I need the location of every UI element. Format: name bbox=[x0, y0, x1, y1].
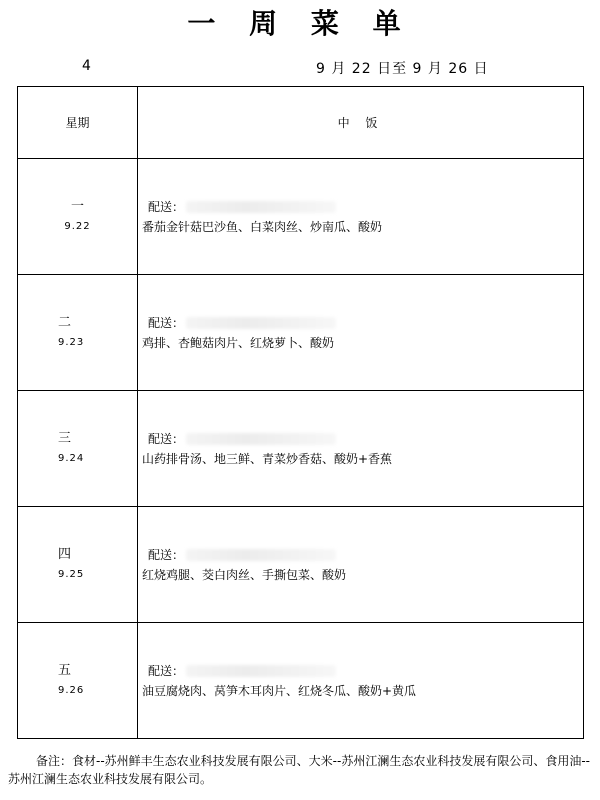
day-name: 一 bbox=[70, 198, 84, 214]
day-cell bbox=[18, 507, 138, 623]
date-range: 9 月 22 日至 9 月 26 日 bbox=[316, 61, 489, 77]
redacted-supplier bbox=[186, 317, 336, 329]
page-title: 一 周 菜 单 bbox=[187, 7, 413, 40]
day-name: 四 bbox=[58, 546, 72, 562]
table-row bbox=[18, 391, 584, 507]
redacted-supplier bbox=[186, 665, 336, 677]
header-weekday: 星期 bbox=[18, 87, 138, 159]
dishes-text: 红烧鸡腿、茭白肉丝、手撕包菜、酸奶 bbox=[142, 567, 347, 582]
day-cell bbox=[18, 623, 138, 739]
day-date: 9.23 bbox=[58, 336, 85, 348]
dishes-text: 番茄金针菇巴沙鱼、白菜肉丝、炒南瓜、酸奶 bbox=[142, 219, 383, 234]
delivery-label: 配送： bbox=[148, 315, 185, 330]
day-cell bbox=[18, 275, 138, 391]
redacted-supplier bbox=[186, 433, 336, 445]
day-name: 三 bbox=[58, 430, 72, 446]
table-row bbox=[18, 159, 584, 275]
weekly-menu-table bbox=[17, 86, 584, 739]
day-date: 9.24 bbox=[58, 452, 85, 464]
delivery-label: 配送： bbox=[148, 431, 185, 446]
day-date: 9.25 bbox=[58, 568, 85, 580]
delivery-label: 配送： bbox=[148, 547, 185, 562]
header-lunch: 中 饭 bbox=[138, 87, 584, 159]
day-cell bbox=[18, 159, 138, 275]
redacted-supplier bbox=[186, 549, 336, 561]
table-row bbox=[18, 507, 584, 623]
footer-note: 备注：食材--苏州鲜丰生态农业科技发展有限公司、大米--苏州江澜生态农业科技发展有限公司、食用油--苏州江澜生态农业科技发展有限公司。 bbox=[8, 754, 590, 786]
redacted-supplier bbox=[186, 201, 336, 213]
delivery-label: 配送： bbox=[148, 199, 185, 214]
week-number: 4 bbox=[82, 58, 91, 74]
meal-cell bbox=[138, 623, 584, 739]
delivery-label: 配送： bbox=[148, 663, 185, 678]
day-date: 9.22 bbox=[64, 220, 91, 232]
day-name: 五 bbox=[58, 662, 72, 678]
table-header-row bbox=[18, 87, 584, 159]
day-name: 二 bbox=[58, 314, 72, 330]
table-row bbox=[18, 623, 584, 739]
meal-cell bbox=[138, 159, 584, 275]
dishes-text: 山药排骨汤、地三鲜、青菜炒香菇、酸奶+香蕉 bbox=[142, 451, 393, 466]
day-cell bbox=[18, 391, 138, 507]
table-row bbox=[18, 275, 584, 391]
dishes-text: 油豆腐烧肉、莴笋木耳肉片、红烧冬瓜、酸奶+黄瓜 bbox=[142, 683, 417, 698]
meal-cell bbox=[138, 391, 584, 507]
meal-cell bbox=[138, 275, 584, 391]
dishes-text: 鸡排、杏鲍菇肉片、红烧萝卜、酸奶 bbox=[142, 335, 335, 350]
meal-cell bbox=[138, 507, 584, 623]
day-date: 9.26 bbox=[58, 684, 85, 696]
